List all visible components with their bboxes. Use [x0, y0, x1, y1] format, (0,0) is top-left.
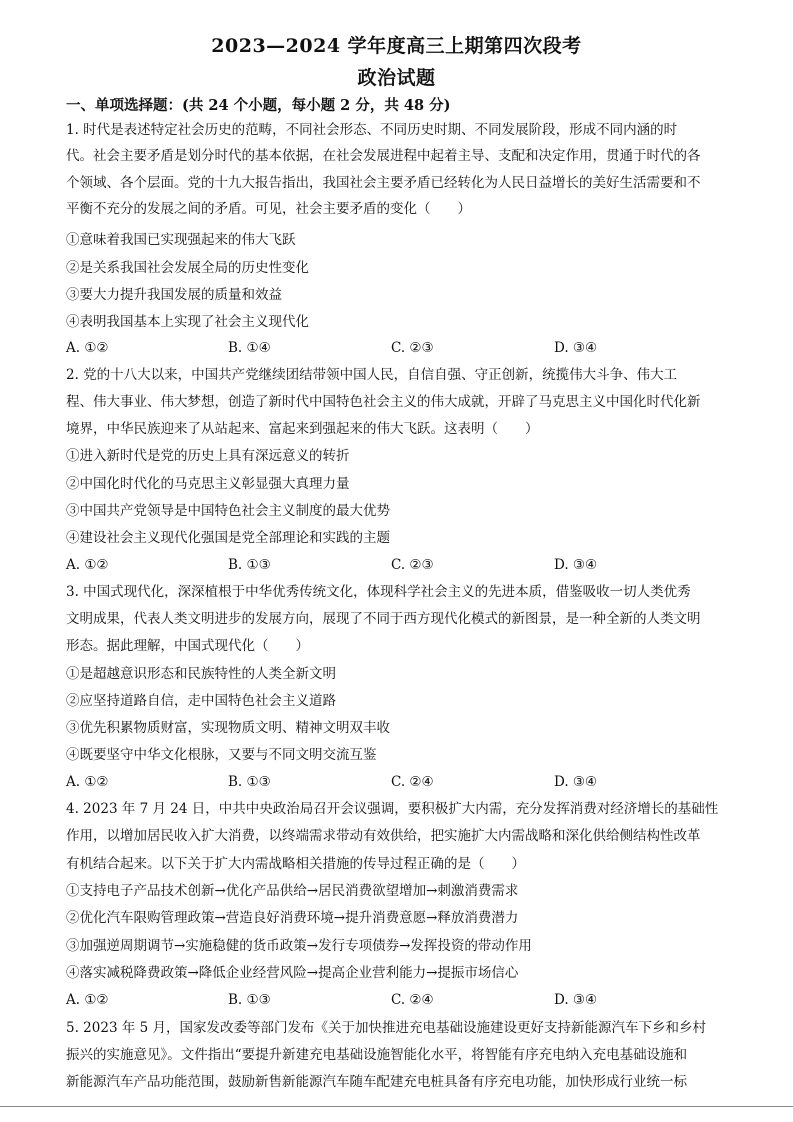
question-3-stem-line: 文明成果，代表人类文明进步的发展方向，展现了不同于西方现代化模式的新图景，是一种全新的人类文明 — [66, 611, 701, 627]
question-4-stem-line: 4. 2023 年 7 月 24 日，中共中央政治局召开会议强调，要积极扩大内需，充分发挥消费对经济增长的基础性 — [66, 801, 719, 817]
question-2-statement: ④建设社会主义现代化强国是党全部理论和实践的主题 — [66, 530, 390, 546]
question-3-statement: ②应坚持道路自信，走中国特色社会主义道路 — [66, 693, 336, 709]
question-3-option: B. ①③ — [228, 774, 271, 790]
question-1-statement: ②是关系我国社会发展全局的历史性变化 — [66, 260, 309, 276]
question-2-option: C. ②③ — [391, 557, 434, 573]
question-4-option: C. ②④ — [391, 992, 434, 1008]
question-4-option: A. ①② — [66, 992, 109, 1008]
question-4-option: D. ③④ — [554, 992, 598, 1008]
exam-subject: 政治试题 — [357, 67, 436, 89]
question-1-option: B. ①④ — [228, 340, 271, 356]
question-5-stem-line: 振兴的实施意见》。文件指出“要提升新建充电基础设施智能化水平，将智能有序充电纳入充电基础设施和 — [66, 1047, 688, 1063]
question-1-statement: ④表明我国基本上实现了社会主义现代化 — [66, 314, 309, 330]
question-2-statement: ③中国共产党领导是中国特色社会主义制度的最大优势 — [66, 503, 390, 519]
question-2-stem-line: 程、伟大事业、伟大梦想，创造了新时代中国特色社会主义的伟大成就，开辟了马克思主义中国化时代化新 — [66, 394, 701, 410]
question-2-option: B. ①③ — [228, 557, 271, 573]
question-1-stem-line: 平衡不充分的发展之间的矛盾。可见，社会主要矛盾的变化（ ） — [66, 201, 471, 217]
question-2-stem-line: 2. 党的十八大以来，中国共产党继续团结带领中国人民，自信自强、守正创新，统揽伟大斗争、伟大工 — [66, 367, 678, 383]
question-1-option: C. ②③ — [391, 340, 434, 356]
question-3-option: A. ①② — [66, 774, 109, 790]
question-3-option: C. ②④ — [391, 774, 434, 790]
question-1-option: D. ③④ — [554, 340, 598, 356]
question-4-stem-line: 有机结合起来。以下关于扩大内需战略相关措施的传导过程正确的是（ ） — [66, 856, 525, 872]
question-1-statement: ③要大力提升我国发展的质量和效益 — [66, 287, 282, 303]
question-2-option: D. ③④ — [554, 557, 598, 573]
question-4-statement: ①支持电子产品技术创新→优化产品供给→居民消费欲望增加→刺激消费需求 — [66, 883, 519, 899]
question-4-statement: ④落实减税降费政策→降低企业经营风险→提高企业营利能力→提振市场信心 — [66, 965, 519, 981]
question-1-option: A. ①② — [66, 340, 109, 356]
question-4-statement: ③加强逆周期调节→实施稳健的货币政策→发行专项债券→发挥投资的带动作用 — [66, 938, 532, 954]
exam-title: 2023—2024 学年度高三上期第四次段考 — [211, 35, 582, 57]
question-4-statement: ②优化汽车限购管理政策→营造良好消费环境→提升消费意愿→释放消费潜力 — [66, 910, 519, 926]
question-3-statement: ①是超越意识形态和民族特性的人类全新文明 — [66, 666, 336, 682]
question-2-statement: ①进入新时代是党的历史上具有深远意义的转折 — [66, 448, 350, 464]
question-4-stem-line: 作用，以增加居民收入扩大消费，以终端需求带动有效供给，把实施扩大内需战略和深化供给侧结构性改革 — [66, 828, 701, 844]
question-3-statement: ④既要坚守中华文化根脉，又要与不同文明交流互鉴 — [66, 747, 377, 763]
question-1-statement: ①意味着我国已实现强起来的伟大飞跃 — [66, 232, 296, 248]
question-5-stem-line: 5. 2023 年 5 月，国家发改委等部门发布《关于加快推进充电基础设施建设更好支持新能源汽车下乡和乡村 — [66, 1020, 706, 1036]
question-3-statement: ③优先积累物质财富，实现物质文明、精神文明双丰收 — [66, 720, 390, 736]
question-4-option: B. ①③ — [228, 992, 271, 1008]
question-1-stem-line: 个领域、各个层面。党的十九大报告指出，我国社会主要矛盾已经转化为人民日益增长的美好生活需要和不 — [66, 175, 701, 191]
question-1-stem-line: 代。社会主要矛盾是划分时代的基本依据，在社会发展进程中起着主导、支配和决定作用，贯通于时代的各 — [66, 148, 701, 164]
question-5-stem-line: 新能源汽车产品功能范围，鼓励新售新能源汽车随车配建充电桩具备有序充电功能，加快形成行业统一标 — [66, 1074, 687, 1090]
question-2-statement: ②中国化时代化的马克思主义彰显强大真理力量 — [66, 476, 350, 492]
section-heading: 一、单项选择题：(共 24 个小题，每小题 2 分，共 48 分) — [66, 97, 451, 114]
question-3-stem-line: 形态。据此理解，中国式现代化（ ） — [66, 638, 309, 654]
question-3-option: D. ③④ — [554, 774, 598, 790]
question-2-option: A. ①② — [66, 557, 109, 573]
question-3-stem-line: 3. 中国式现代化，深深植根于中华优秀传统文化，体现科学社会主义的先进本质，借鉴吸收一切人类优秀 — [66, 584, 691, 600]
question-2-stem-line: 境界，中华民族迎来了从站起来、富起来到强起来的伟大飞跃。这表明（ ） — [66, 421, 539, 437]
question-1-stem-line: 1. 时代是表述特定社会历史的范畴，不同社会形态、不同历史时期、不同发展阶段，形成不同内涵的时 — [66, 122, 678, 138]
page-divider — [0, 1106, 793, 1107]
